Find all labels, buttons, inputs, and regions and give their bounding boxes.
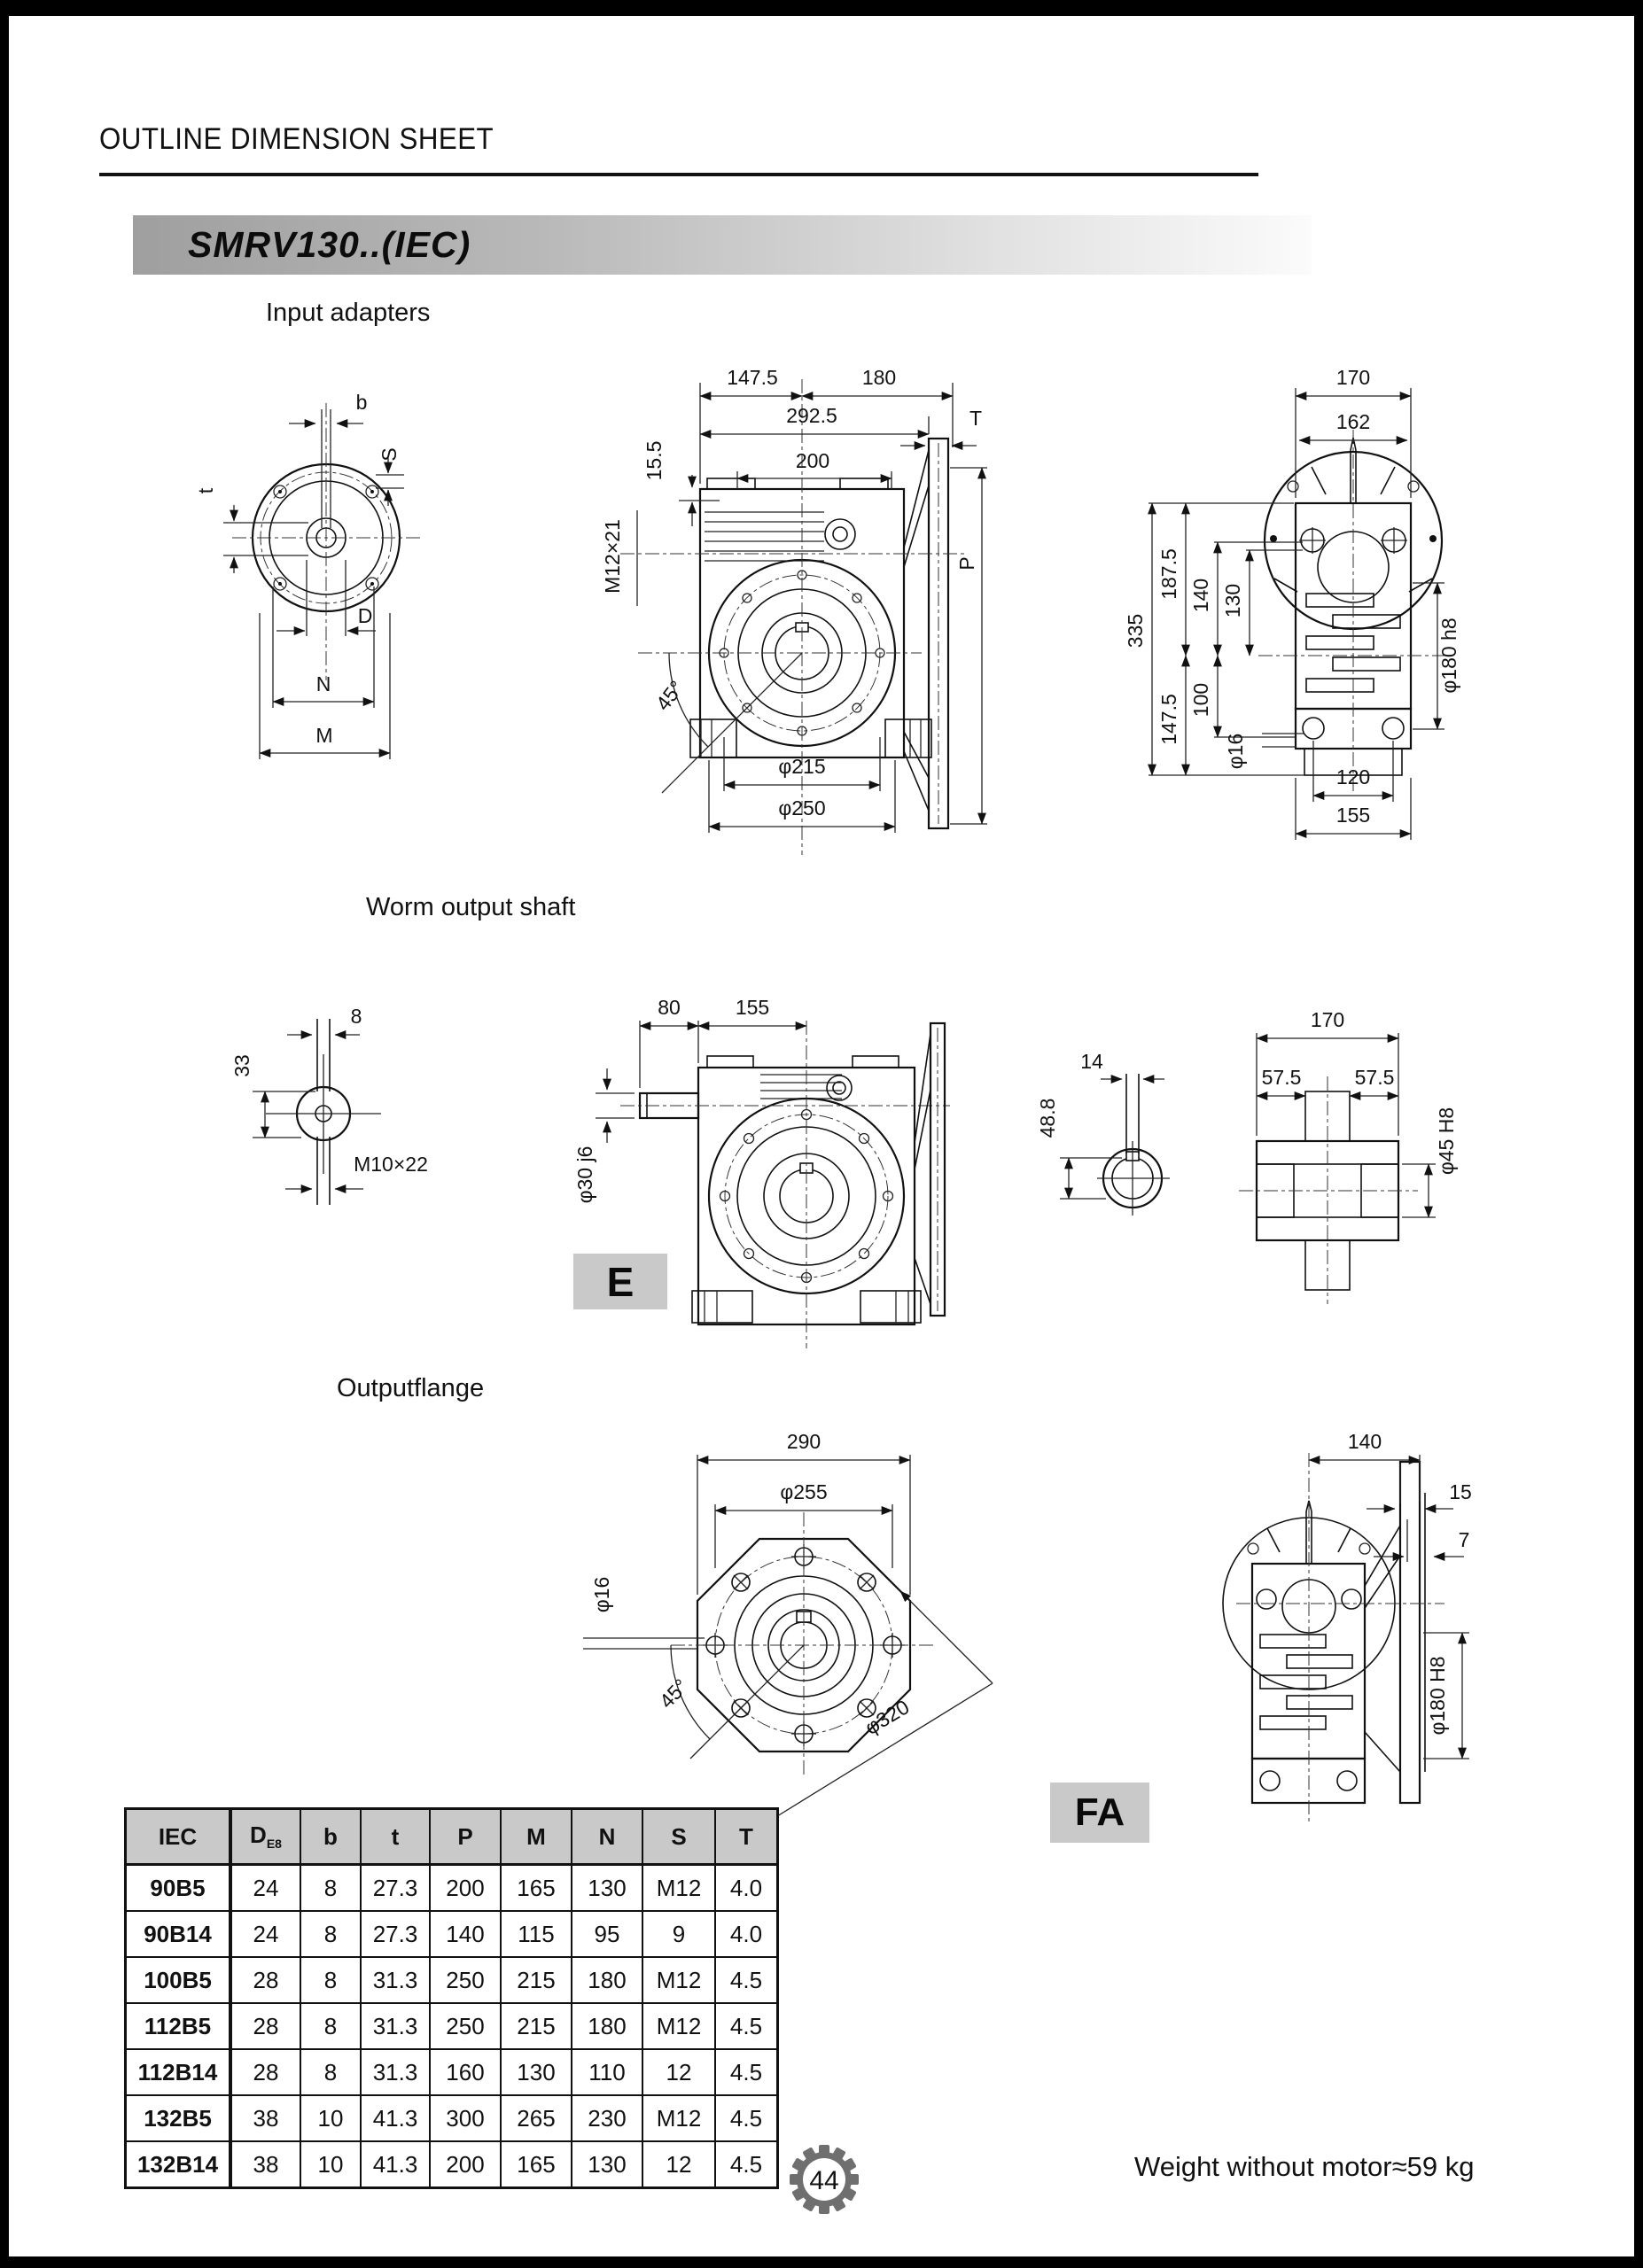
dim-label-100: 100 bbox=[1189, 682, 1212, 718]
table-cell: 95 bbox=[572, 1911, 642, 1957]
iec-table-body bbox=[126, 1865, 778, 2188]
dim-label-187-5: 187.5 bbox=[1157, 548, 1180, 600]
dim-label-d180h8: φ180 h8 bbox=[1437, 617, 1460, 694]
dim-label-d16: φ16 bbox=[1224, 733, 1247, 770]
table-cell: 24 bbox=[230, 1865, 300, 1912]
table-cell: 165 bbox=[501, 2141, 572, 2188]
table-row-header: 100B5 bbox=[126, 1957, 231, 2003]
dim-label-14: 14 bbox=[1080, 1050, 1103, 1073]
table-cell: 28 bbox=[230, 1957, 300, 2003]
dim-label-162: 162 bbox=[1335, 410, 1371, 433]
table-cell: 4.5 bbox=[715, 2049, 778, 2095]
drawing-output-flange-front bbox=[583, 1430, 993, 1816]
table-cell: 31.3 bbox=[361, 2049, 430, 2095]
table-cell: 38 bbox=[230, 2095, 300, 2141]
dim-label-m10x22: M10×22 bbox=[354, 1153, 428, 1176]
table-cell: 300 bbox=[430, 2095, 501, 2141]
table-row bbox=[126, 2141, 778, 2188]
dim-label-147-5: 147.5 bbox=[727, 366, 778, 389]
dim-label-d215: φ215 bbox=[778, 755, 826, 778]
dim-label-155-w: 155 bbox=[735, 996, 770, 1019]
page-border-top bbox=[0, 0, 1643, 16]
dim-label-d16-flange: φ16 bbox=[590, 1576, 613, 1613]
dim-label-t: t bbox=[194, 487, 217, 494]
table-row-header: 90B14 bbox=[126, 1911, 231, 1957]
dim-label-48-8: 48.8 bbox=[1036, 1098, 1059, 1138]
table-cell: 24 bbox=[230, 1911, 300, 1957]
col-header-s: S bbox=[642, 1809, 715, 1865]
dim-label-200: 200 bbox=[795, 449, 830, 472]
table-cell: 215 bbox=[501, 1957, 572, 2003]
dim-label-140-fa: 140 bbox=[1347, 1430, 1382, 1453]
col-header-m: M bbox=[501, 1809, 572, 1865]
table-cell: 4.5 bbox=[715, 2141, 778, 2188]
dim-label-147-5-r: 147.5 bbox=[1157, 694, 1180, 745]
drawing-input-rear-view bbox=[1124, 366, 1460, 840]
dim-label-170: 170 bbox=[1335, 366, 1371, 389]
page-border-left bbox=[0, 0, 9, 2268]
table-header-row bbox=[126, 1809, 778, 1865]
dim-label-170-hub: 170 bbox=[1310, 1008, 1345, 1031]
table-row bbox=[126, 1911, 778, 1957]
dim-label-d45h8: φ45 H8 bbox=[1435, 1107, 1458, 1176]
dim-label-57-5-r: 57.5 bbox=[1354, 1066, 1395, 1089]
table-cell: 140 bbox=[430, 1911, 501, 1957]
dim-label-15: 15 bbox=[1449, 1480, 1472, 1503]
table-cell: 180 bbox=[572, 1957, 642, 2003]
dim-label-d: D bbox=[357, 604, 373, 627]
drawing-input-side-view bbox=[601, 366, 987, 855]
table-row-header: 90B5 bbox=[126, 1865, 231, 1912]
model-title: SMRV130..(IEC) bbox=[188, 224, 471, 265]
table-cell: 265 bbox=[501, 2095, 572, 2141]
table-cell: 31.3 bbox=[361, 2003, 430, 2049]
table-cell: 28 bbox=[230, 2003, 300, 2049]
table-cell: M12 bbox=[642, 2003, 715, 2049]
table-cell: 200 bbox=[430, 1865, 501, 1912]
table-row-header: 112B14 bbox=[126, 2049, 231, 2095]
table-cell: 115 bbox=[501, 1911, 572, 1957]
page-number: 44 bbox=[809, 2166, 839, 2195]
table-cell: 215 bbox=[501, 2003, 572, 2049]
table-cell: 8 bbox=[300, 1911, 361, 1957]
table-cell: 230 bbox=[572, 2095, 642, 2141]
drawing-hollow-shaft-views bbox=[1036, 1008, 1458, 1304]
variant-tag-fa: FA bbox=[1050, 1783, 1149, 1843]
dim-label-290: 290 bbox=[786, 1430, 822, 1453]
dim-label-t-thickness: T bbox=[969, 407, 983, 430]
table-cell: 27.3 bbox=[361, 1911, 430, 1957]
table-cell: 130 bbox=[572, 2141, 642, 2188]
dim-label-d320: φ320 bbox=[860, 1695, 914, 1740]
table-cell: 38 bbox=[230, 2141, 300, 2188]
table-cell: 250 bbox=[430, 2003, 501, 2049]
dim-label-335: 335 bbox=[1124, 613, 1147, 649]
table-cell: 12 bbox=[642, 2049, 715, 2095]
table-cell: 4.5 bbox=[715, 2003, 778, 2049]
drawing-output-shaft-end-view bbox=[230, 1005, 428, 1205]
dim-label-130: 130 bbox=[1221, 583, 1244, 618]
dim-label-d180h8-fa: φ180 H8 bbox=[1426, 1656, 1449, 1736]
dim-label-d30j6: φ30 j6 bbox=[573, 1146, 596, 1204]
table-row bbox=[126, 2095, 778, 2141]
dim-label-m: M bbox=[315, 724, 333, 747]
dim-label-120: 120 bbox=[1335, 765, 1371, 788]
table-cell: 41.3 bbox=[361, 2095, 430, 2141]
table-cell: 27.3 bbox=[361, 1865, 430, 1912]
section-output-flange: Outputflange bbox=[337, 1374, 485, 1402]
table-cell: 4.5 bbox=[715, 1957, 778, 2003]
dim-label-57-5-l: 57.5 bbox=[1261, 1066, 1302, 1089]
dim-label-155: 155 bbox=[1335, 804, 1371, 827]
table-cell: 130 bbox=[501, 2049, 572, 2095]
col-header-d: $D_{E8}$ bbox=[230, 1809, 300, 1865]
table-cell: 10 bbox=[300, 2141, 361, 2188]
page-number-gear-icon bbox=[783, 2139, 865, 2220]
table-cell: 8 bbox=[300, 1957, 361, 2003]
table-cell: 110 bbox=[572, 2049, 642, 2095]
weight-note: Weight without motor≈59 kg bbox=[1134, 2151, 1475, 2182]
table-row-header: 132B14 bbox=[126, 2141, 231, 2188]
dim-label-d255: φ255 bbox=[780, 1480, 828, 1503]
table-cell: M12 bbox=[642, 1865, 715, 1912]
table-cell: 200 bbox=[430, 2141, 501, 2188]
dim-label-45deg: 45° bbox=[650, 676, 689, 715]
table-cell: 250 bbox=[430, 1957, 501, 2003]
table-row bbox=[126, 1865, 778, 1912]
table-cell: 41.3 bbox=[361, 2141, 430, 2188]
table-row-header: 112B5 bbox=[126, 2003, 231, 2049]
table-cell: 130 bbox=[572, 1865, 642, 1912]
dim-label-b: b bbox=[355, 391, 368, 414]
table-row bbox=[126, 1957, 778, 2003]
page-border-bottom bbox=[0, 2256, 1643, 2268]
table-cell: 165 bbox=[501, 1865, 572, 1912]
table-cell: 12 bbox=[642, 2141, 715, 2188]
table-row bbox=[126, 2049, 778, 2095]
dim-label-7: 7 bbox=[1458, 1528, 1470, 1551]
dim-label-m12x21: M12×21 bbox=[601, 519, 624, 594]
table-cell: 4.0 bbox=[715, 1911, 778, 1957]
page-border-right bbox=[1634, 0, 1643, 2268]
drawing-input-flange-front bbox=[194, 391, 420, 759]
table-cell: 4.5 bbox=[715, 2095, 778, 2141]
section-worm-output-shaft: Worm output shaft bbox=[366, 893, 576, 921]
dim-label-d250: φ250 bbox=[778, 796, 826, 819]
variant-tag-e: E bbox=[573, 1254, 667, 1309]
dim-label-80: 80 bbox=[658, 996, 681, 1019]
table-cell: 10 bbox=[300, 2095, 361, 2141]
table-cell: M12 bbox=[642, 2095, 715, 2141]
col-header-p: P bbox=[430, 1809, 501, 1865]
dim-label-33: 33 bbox=[230, 1054, 253, 1077]
page-title: OUTLINE DIMENSION SHEET bbox=[99, 122, 494, 156]
col-header-b: b bbox=[300, 1809, 361, 1865]
table-row bbox=[126, 2003, 778, 2049]
table-cell: 9 bbox=[642, 1911, 715, 1957]
table-cell: M12 bbox=[642, 1957, 715, 2003]
col-header-iec: IEC bbox=[126, 1809, 231, 1865]
table-cell: 31.3 bbox=[361, 1957, 430, 2003]
col-header-d-subscript: E8 bbox=[266, 1837, 282, 1852]
dim-label-140: 140 bbox=[1189, 578, 1212, 613]
section-input-adapters: Input adapters bbox=[266, 299, 431, 327]
dim-label-45deg-flange: 45° bbox=[654, 1674, 693, 1713]
col-header-t2: T bbox=[715, 1809, 778, 1865]
dim-label-292-5: 292.5 bbox=[786, 404, 837, 427]
col-header-t: t bbox=[361, 1809, 430, 1865]
dim-label-15-5: 15.5 bbox=[642, 440, 666, 481]
iec-dimension-table bbox=[124, 1807, 779, 2189]
table-cell: 4.0 bbox=[715, 1865, 778, 1912]
dim-label-s: S bbox=[378, 447, 401, 462]
dim-label-180: 180 bbox=[861, 366, 897, 389]
drawing-output-flange-side bbox=[1223, 1430, 1472, 1823]
col-header-n: N bbox=[572, 1809, 642, 1865]
table-cell: 180 bbox=[572, 2003, 642, 2049]
table-cell: 160 bbox=[430, 2049, 501, 2095]
table-row-header: 132B5 bbox=[126, 2095, 231, 2141]
dim-label-8: 8 bbox=[350, 1005, 362, 1028]
dim-label-p: P bbox=[955, 556, 978, 571]
dim-label-n: N bbox=[315, 672, 331, 695]
table-cell: 28 bbox=[230, 2049, 300, 2095]
table-cell: 8 bbox=[300, 2049, 361, 2095]
table-cell: 8 bbox=[300, 2003, 361, 2049]
table-cell: 8 bbox=[300, 1865, 361, 1912]
